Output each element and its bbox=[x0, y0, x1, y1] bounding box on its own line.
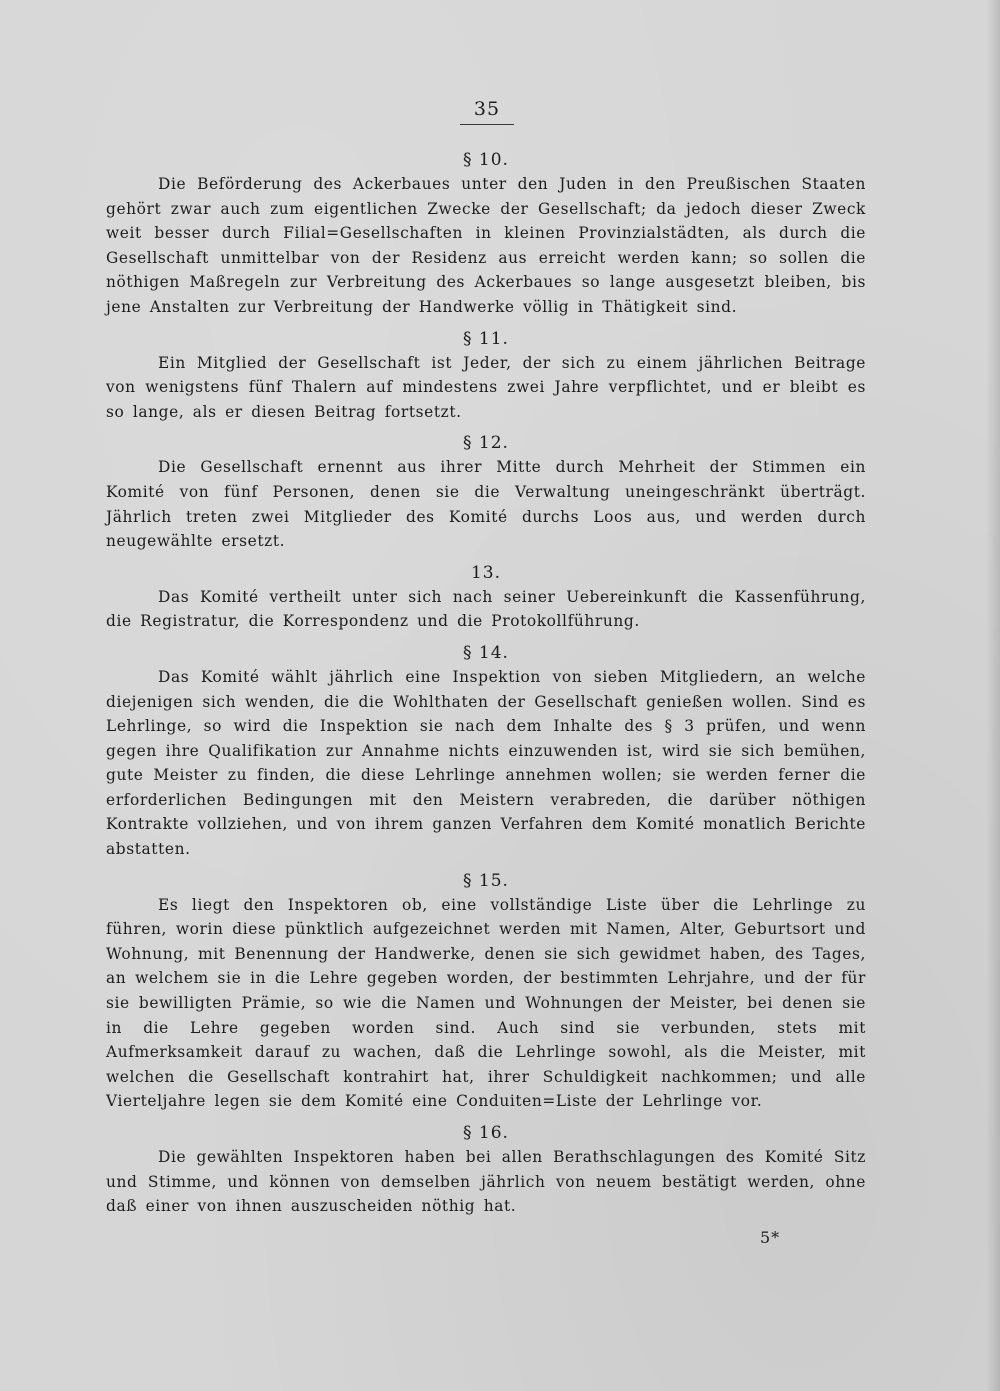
section-heading: § 11. bbox=[463, 328, 509, 349]
page-number-rule bbox=[460, 124, 514, 125]
section-heading: § 12. bbox=[463, 433, 509, 454]
section-15 bbox=[106, 871, 866, 1114]
page-edge-shadow bbox=[986, 0, 1000, 1391]
section-paragraph: Die gewählten Inspektoren haben bei allen Berathschlagungen des Komité Sitz und Stimme, und können von demselben jährlich von neuem bestätigt werden, ohne daß einer von ihnen auszuscheiden nöthig hat. bbox=[106, 1148, 866, 1216]
section-10 bbox=[106, 150, 866, 320]
section-heading: § 14. bbox=[463, 642, 509, 663]
section-12 bbox=[106, 433, 866, 553]
section-paragraph: Die Gesellschaft ernennt aus ihrer Mitte durch Mehrheit der Stimmen ein Komité von fünf Personen, denen sie die Verwaltung uneingeschränkt überträgt. Jährlich treten zwei Mitglieder des Komité durchs Loos aus, und werden durch neugewählte ersetzt. bbox=[106, 458, 866, 551]
section-heading: § 15. bbox=[463, 870, 509, 891]
page-body bbox=[106, 150, 866, 1219]
section-paragraph: Ein Mitglied der Gesellschaft ist Jeder, der sich zu einem jährlichen Beitrage von wenigstens fünf Thalern auf mindestens zwei Jahre verpflichtet, und er bleibt es so lange, als er diesen Beitrag fortsetzt. bbox=[106, 353, 866, 421]
section-14 bbox=[106, 643, 866, 862]
section-heading: § 10. bbox=[463, 150, 509, 170]
section-paragraph: Es liegt den Inspektoren ob, eine vollständige Liste über die Lehrlinge zu führen, worin diese pünktlich aufgezeichnet werden mit Namen, Alter, Geburtsort und Wohnung, mit Benennung der Handwerke, denen sie sich gewidmet haben, des Tages, an welchem sie in die Lehre gegeben worden, der bestimmten Lehrjahre, und der für sie bewilligten Prämie, so wie die Namen und Wohnungen der Meister, bei denen sie in die Lehre gegeben worden sind. Auch sind sie verbunden, stets mit Aufmerksamkeit darauf zu wachen, daß die Lehrlinge sowohl, als die Meister, mit welchen die Gesellschaft kontrahirt hat, ihrer Schuldigkeit nachkommen; und alle Vierteljahre legen sie dem Komité eine Conduiten=Liste der Lehrlinge vor. bbox=[106, 895, 866, 1111]
section-paragraph: Das Komité vertheilt unter sich nach seiner Uebereinkunft die Kassenführung, die Registratur, die Korrespondenz und die Protokollführung. bbox=[106, 587, 866, 631]
section-13 bbox=[106, 563, 866, 634]
section-paragraph: Die Beförderung des Ackerbaues unter den Juden in den Preußischen Staaten gehört zwar auch zum eigentlichen Zwecke der Gesellschaft; da jedoch dieser Zweck weit besser durch Filial=Gesellschaften in kleinen Provinzialstädten, als durch die Gesellschaft unmittelbar von der Residenz aus erreicht werden kann; so sollen die nöthigen Maßregeln zur Verbreitung des Ackerbaues so lange ausgesetzt bleiben, bis jene Anstalten zur Verbreitung der Handwerke völlig in Thätigkeit sind. bbox=[106, 175, 866, 316]
section-heading: § 16. bbox=[463, 1123, 509, 1143]
page-number: 35 bbox=[473, 98, 501, 120]
section-paragraph: Das Komité wählt jährlich eine Inspektion von sieben Mitgliedern, an welche diejenigen sich wenden, die die Wohlthaten der Gesellschaft genießen wollen. Sind es Lehrlinge, so wird die Inspektion sie nach dem Inhalte des § 3 prüfen, und wenn gegen ihre Qualifikation zur Annahme nichts einzuwenden ist, wird sie sich bemühen, gute Meister zu finden, die diese Lehrlinge annehmen wollen; sie werden ferner die erforderlichen Bedingungen mit den Meistern verabreden, die darüber nöthigen Kontrakte vollziehen, und von ihrem ganzen Verfahren dem Komité monatlich Berichte abstatten. bbox=[106, 667, 866, 859]
section-heading: 13. bbox=[470, 562, 502, 583]
section-11 bbox=[106, 329, 866, 425]
section-16 bbox=[106, 1123, 866, 1219]
printer-signature-mark: 5* bbox=[760, 1228, 781, 1247]
